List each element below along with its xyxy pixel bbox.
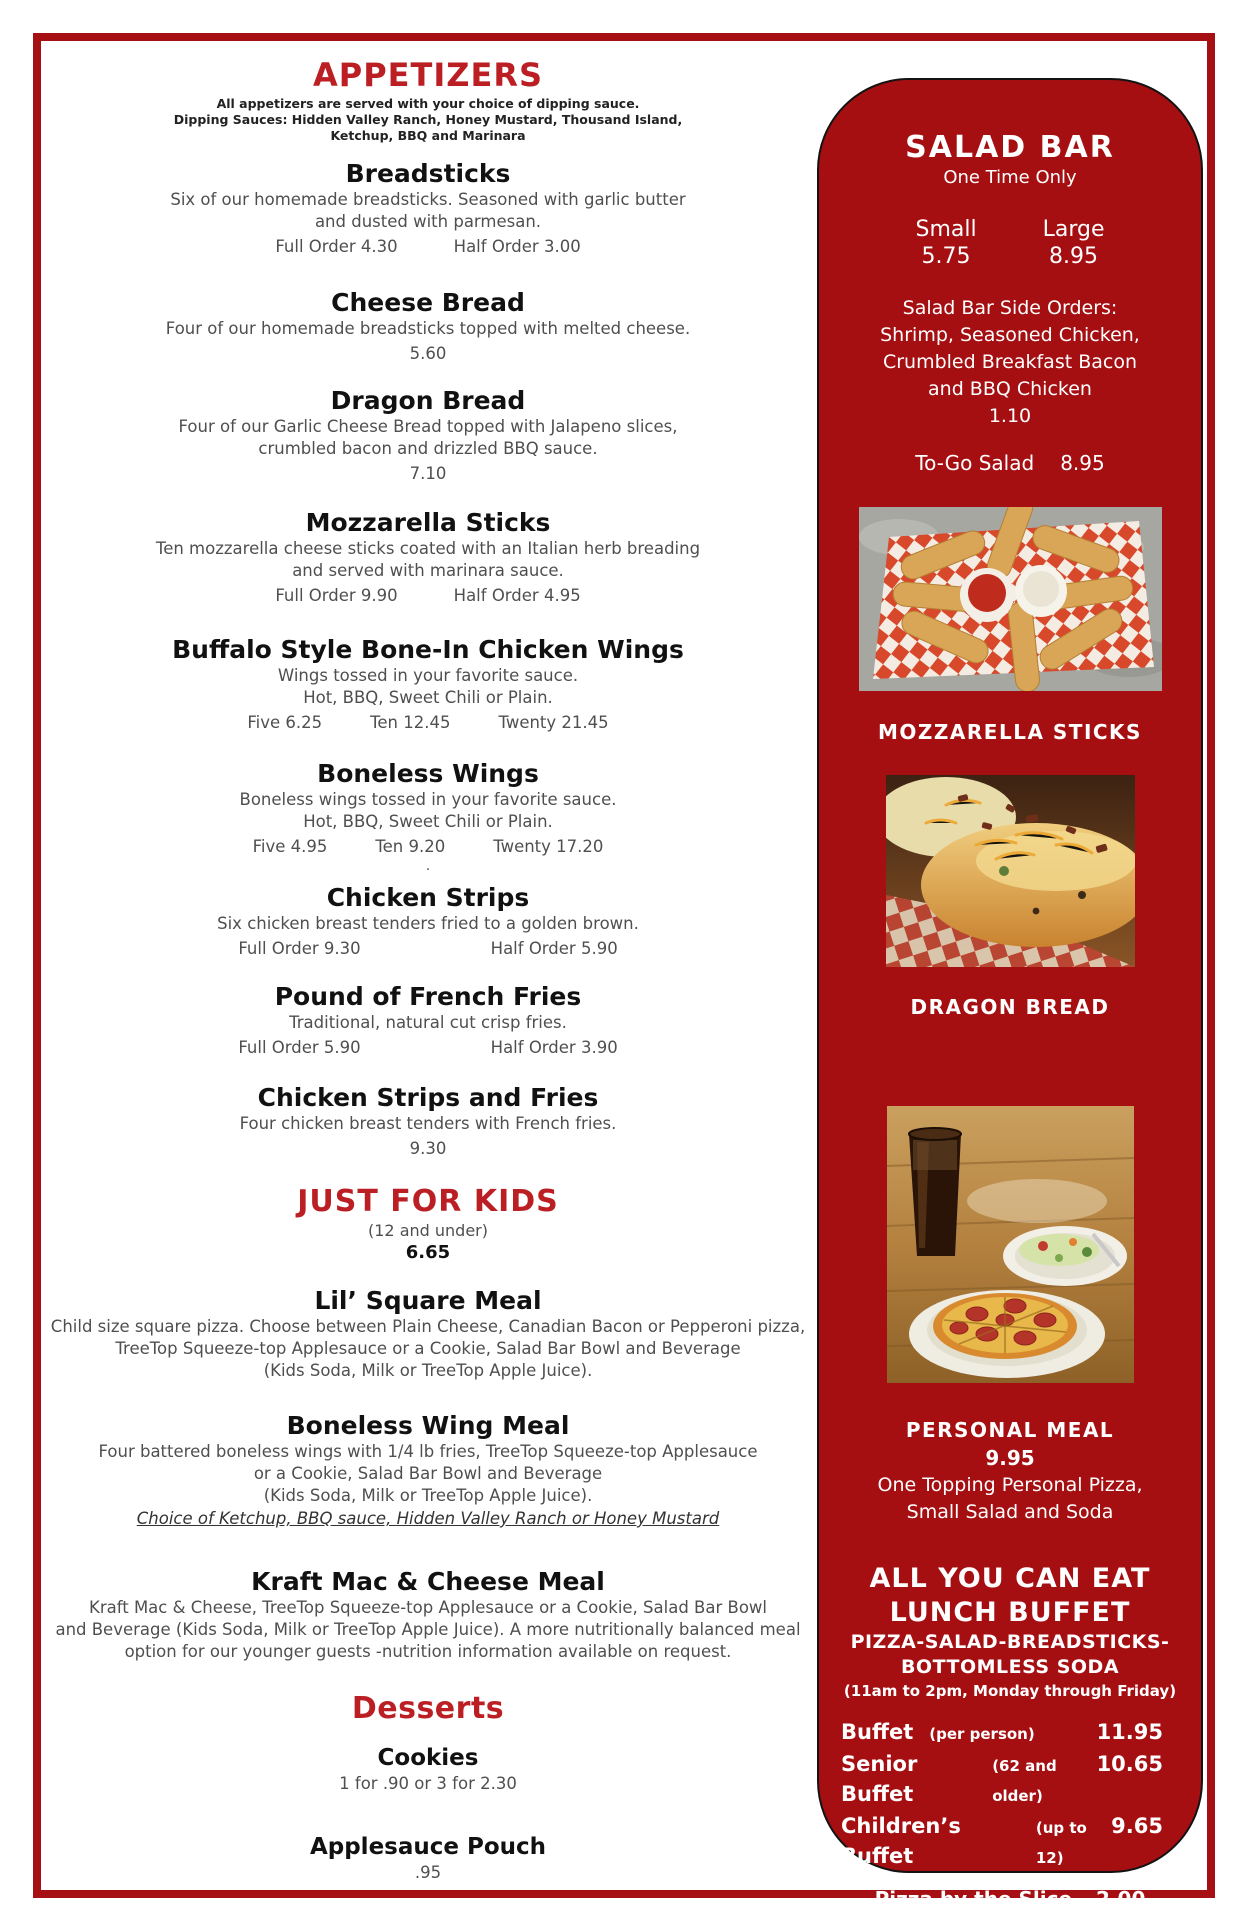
buffet-row bbox=[841, 1717, 1163, 1749]
item-prices bbox=[238, 938, 617, 960]
item-prices bbox=[410, 1138, 447, 1160]
menu-item-boneless-wing-meal bbox=[45, 1411, 811, 1530]
price: Full Order 5.90 bbox=[238, 1038, 361, 1057]
item-desc-line: (Kids Soda, Milk or TreeTop Apple Juice). bbox=[263, 1486, 593, 1505]
menu-item-kraft-mac-cheese-meal bbox=[45, 1567, 811, 1663]
item-desc-line: Six of our homemade breadsticks. Seasoned with garlic butter bbox=[170, 190, 686, 209]
buffet-row-price: 10.65 bbox=[1096, 1752, 1163, 1776]
item-desc-line: Hot, BBQ, Sweet Chili or Plain. bbox=[303, 688, 553, 707]
kids-price: 6.65 bbox=[405, 1242, 451, 1263]
item-title: Boneless Wing Meal bbox=[286, 1411, 570, 1440]
item-desc-line: Four of our homemade breadsticks topped with melted cheese. bbox=[165, 319, 691, 338]
buffet-title-line: LUNCH BUFFET bbox=[889, 1597, 1131, 1628]
buffet-row-label: Buffet bbox=[841, 1720, 914, 1744]
item-desc-line: Six chicken breast tenders fried to a golden brown. bbox=[217, 914, 639, 933]
personal-meal-photo bbox=[887, 1106, 1134, 1383]
price: Twenty 21.45 bbox=[498, 713, 609, 732]
price: 5.60 bbox=[409, 344, 447, 363]
item-title: Breadsticks bbox=[345, 159, 511, 188]
price: Half Order 3.00 bbox=[453, 237, 581, 256]
mozzarella-sticks-caption: MOZZARELLA STICKS bbox=[878, 720, 1142, 744]
side-orders-line: Shrimp, Seasoned Chicken, bbox=[880, 324, 1140, 346]
menu-left-column bbox=[45, 45, 811, 1884]
menu-item-breadsticks bbox=[45, 159, 811, 258]
menu-item-strips-and-fries bbox=[45, 1083, 811, 1160]
price: Half Order 5.90 bbox=[490, 939, 618, 958]
buffet-row-note: (62 and older) bbox=[992, 1757, 1057, 1805]
salad-bar-title: SALAD BAR bbox=[905, 130, 1115, 165]
item-desc-line: TreeTop Squeeze-top Applesauce or a Cookie, Salad Bar Bowl and Beverage bbox=[115, 1339, 741, 1358]
appetizers-note-line: Dipping Sauces: Hidden Valley Ranch, Honey Mustard, Thousand Island, bbox=[173, 112, 683, 127]
item-prices bbox=[247, 712, 608, 734]
sidebar-panel bbox=[817, 78, 1203, 1911]
price: Ten 9.20 bbox=[375, 837, 446, 856]
menu-item-mozzarella-sticks bbox=[45, 508, 811, 607]
dragon-bread-caption: DRAGON BREAD bbox=[910, 995, 1110, 1019]
salad-bar-side-orders bbox=[819, 295, 1201, 430]
price: 1 for .90 or 3 for 2.30 bbox=[339, 1774, 517, 1793]
item-title: Pound of French Fries bbox=[274, 982, 582, 1011]
desserts-heading: Desserts bbox=[351, 1691, 505, 1726]
item-desc-line: Hot, BBQ, Sweet Chili or Plain. bbox=[303, 812, 553, 831]
buffet-price-rows bbox=[819, 1717, 1201, 1873]
buffet-row-price: 11.95 bbox=[1096, 1720, 1163, 1744]
appetizers-note-line: All appetizers are served with your choice of dipping sauce. bbox=[216, 96, 640, 111]
item-title: Cheese Bread bbox=[331, 288, 525, 317]
menu-item-cookies bbox=[45, 1745, 811, 1795]
buffet-row-label: Senior Buffet bbox=[841, 1752, 918, 1806]
appetizers-notes bbox=[45, 96, 811, 144]
size-price: 5.75 bbox=[921, 244, 971, 269]
item-title: Boneless Wings bbox=[317, 759, 539, 788]
personal-meal-price: 9.95 bbox=[985, 1446, 1035, 1470]
buffet-row-price: 9.65 bbox=[1111, 1814, 1163, 1838]
item-desc-line: Four of our Garlic Cheese Bread topped with Jalapeno slices, bbox=[178, 417, 678, 436]
pizza-by-slice-line bbox=[819, 1886, 1201, 1913]
price: Full Order 9.90 bbox=[275, 586, 398, 605]
menu-item-french-fries bbox=[45, 982, 811, 1059]
buffet-row bbox=[841, 1749, 1163, 1811]
item-title: Chicken Strips and Fries bbox=[257, 1083, 599, 1112]
item-title: Buffalo Style Bone-In Chicken Wings bbox=[172, 635, 684, 664]
buffet-row bbox=[841, 1811, 1163, 1873]
menu-item-applesauce-pouch bbox=[45, 1834, 811, 1884]
item-desc-line: Wings tossed in your favorite sauce. bbox=[277, 666, 579, 685]
price: Five 6.25 bbox=[247, 713, 323, 732]
item-desc-line: and dusted with parmesan. bbox=[314, 212, 542, 231]
price: 9.30 bbox=[409, 1139, 447, 1158]
buffet-title bbox=[819, 1562, 1201, 1630]
kids-age-note: (12 and under) bbox=[368, 1221, 488, 1240]
price: Full Order 9.30 bbox=[238, 939, 361, 958]
price: Five 4.95 bbox=[252, 837, 328, 856]
togo-salad-line bbox=[819, 450, 1201, 477]
item-prices bbox=[410, 463, 447, 485]
appetizers-note-line: Ketchup, BBQ and Marinara bbox=[330, 128, 526, 143]
price: Full Order 4.30 bbox=[275, 237, 398, 256]
item-desc-line: Boneless wings tossed in your favorite sauce. bbox=[239, 790, 617, 809]
item-desc-line: Four chicken breast tenders with French fries. bbox=[239, 1114, 617, 1133]
item-title: Dragon Bread bbox=[330, 386, 526, 415]
togo-salad-price: 8.95 bbox=[1060, 451, 1105, 475]
menu-item-boneless-wings bbox=[45, 759, 811, 874]
buffet-row-note: (per person) bbox=[929, 1725, 1035, 1743]
item-desc-line: (Kids Soda, Milk or TreeTop Apple Juice). bbox=[263, 1361, 593, 1380]
togo-salad-label: To-Go Salad bbox=[915, 451, 1035, 475]
salad-size-small bbox=[915, 217, 976, 271]
size-label: Small bbox=[915, 217, 977, 242]
side-orders-price: 1.10 bbox=[988, 405, 1032, 427]
menu-item-bonein-wings bbox=[45, 635, 811, 734]
price: Twenty 17.20 bbox=[493, 837, 604, 856]
price: 7.10 bbox=[409, 464, 447, 483]
item-title: Lil’ Square Meal bbox=[314, 1286, 542, 1315]
mozzarella-sticks-photo bbox=[859, 507, 1162, 691]
personal-meal-caption: PERSONAL MEAL bbox=[905, 1418, 1115, 1442]
buffet-row-label: Children’s Buffet bbox=[841, 1814, 961, 1868]
item-title: Kraft Mac & Cheese Meal bbox=[251, 1567, 605, 1596]
size-label: Large bbox=[1042, 217, 1105, 242]
side-orders-line: and BBQ Chicken bbox=[928, 378, 1092, 400]
item-title: Cookies bbox=[377, 1745, 479, 1771]
item-prices bbox=[410, 343, 447, 365]
item-prices bbox=[253, 836, 604, 858]
menu-item-chicken-strips bbox=[45, 883, 811, 960]
item-desc-line: option for our younger guests -nutrition information available on request. bbox=[124, 1642, 732, 1661]
item-desc-line: Child size square pizza. Choose between Plain Cheese, Canadian Bacon or Pepperoni pizza, bbox=[50, 1317, 806, 1336]
menu-item-cheese-bread bbox=[45, 288, 811, 365]
side-orders-line: Crumbled Breakfast Bacon bbox=[882, 351, 1138, 373]
item-desc-line: Traditional, natural cut crisp fries. bbox=[289, 1013, 567, 1032]
price: Ten 12.45 bbox=[370, 713, 451, 732]
item-prices bbox=[238, 1037, 617, 1059]
side-orders-line: Salad Bar Side Orders: bbox=[902, 297, 1118, 319]
item-desc-line: Ten mozzarella cheese sticks coated with an Italian herb breading bbox=[155, 539, 701, 558]
personal-meal-desc-line: One Topping Personal Pizza, bbox=[877, 1474, 1143, 1496]
item-desc-line: Four battered boneless wings with 1/4 lb fries, TreeTop Squeeze-top Applesauce bbox=[98, 1442, 758, 1461]
item-desc-line: Kraft Mac & Cheese, TreeTop Squeeze-top Applesauce or a Cookie, Salad Bar Bowl bbox=[89, 1598, 767, 1617]
item-title: Applesauce Pouch bbox=[309, 1834, 547, 1860]
pizza-by-slice-label: Pizza by the Slice bbox=[874, 1887, 1073, 1911]
salad-bar-sizes bbox=[819, 217, 1201, 271]
item-desc-line: and served with marinara sauce. bbox=[292, 561, 564, 580]
menu-item-lil-square-meal bbox=[45, 1286, 811, 1382]
kids-heading: JUST FOR KIDS bbox=[297, 1184, 559, 1219]
price: .95 bbox=[414, 1863, 442, 1882]
buffet-subtitle-line: BOTTOMLESS SODA bbox=[900, 1656, 1120, 1678]
item-prices bbox=[275, 236, 580, 258]
item-desc-line: or a Cookie, Salad Bar Bowl and Beverage bbox=[253, 1464, 603, 1483]
item-desc-line: crumbled bacon and drizzled BBQ sauce. bbox=[258, 439, 598, 458]
salad-size-large bbox=[1043, 217, 1105, 271]
buffet-title-line: ALL YOU CAN EAT bbox=[869, 1563, 1151, 1594]
pizza-by-slice-price: 2.00 bbox=[1096, 1887, 1146, 1911]
buffet-hours: (11am to 2pm, Monday through Friday) bbox=[843, 1682, 1177, 1700]
appetizers-heading: APPETIZERS bbox=[312, 56, 543, 94]
item-prices bbox=[275, 585, 580, 607]
price: Half Order 3.90 bbox=[490, 1038, 618, 1057]
buffet-row-note: (up to 12) bbox=[1035, 1819, 1087, 1867]
buffet-subtitle-line: PIZZA-SALAD-BREADSTICKS- bbox=[850, 1631, 1170, 1653]
salad-bar-subtitle: One Time Only bbox=[943, 167, 1077, 188]
stray-dot: . bbox=[425, 858, 431, 874]
item-desc-line: and Beverage (Kids Soda, Milk or TreeTop Apple Juice). A more nutritionally balanced meal bbox=[55, 1620, 801, 1639]
item-title: Mozzarella Sticks bbox=[305, 508, 551, 537]
size-price: 8.95 bbox=[1049, 244, 1099, 269]
menu-item-dragon-bread bbox=[45, 386, 811, 485]
personal-meal-desc-line: Small Salad and Soda bbox=[906, 1501, 1114, 1523]
item-title: Chicken Strips bbox=[326, 883, 530, 912]
sauce-choice-note: Choice of Ketchup, BBQ sauce, Hidden Valley Ranch or Honey Mustard bbox=[136, 1509, 720, 1528]
price: Half Order 4.95 bbox=[453, 586, 581, 605]
dragon-bread-photo bbox=[886, 775, 1135, 967]
